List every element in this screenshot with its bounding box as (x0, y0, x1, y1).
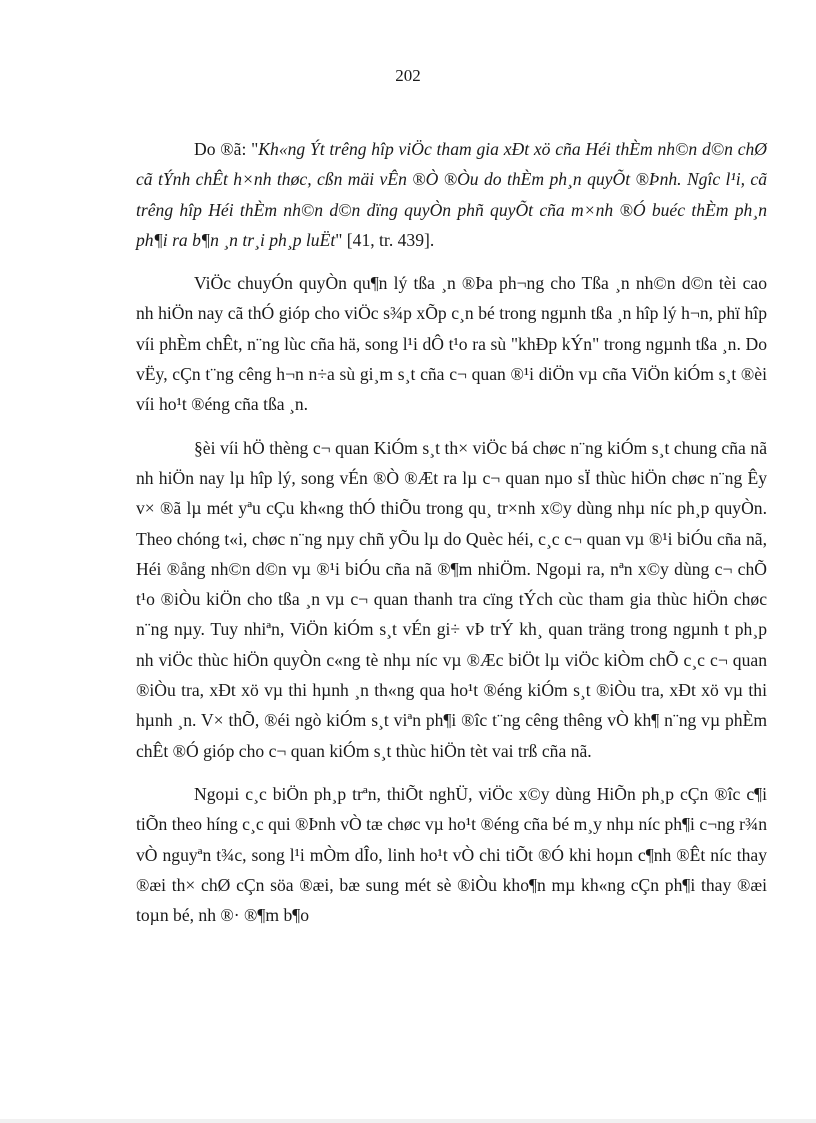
page-bottom-edge (0, 1119, 816, 1123)
page-number: 202 (395, 66, 421, 85)
paragraph-procuracy: §èi víi hÖ thèng c¬ quan KiÓm s¸t th× viÖc bá chøc n¨ng kiÓm s¸t chung cña nã nh hiÖn nay lµ hîp lý, song vÉn ®Ò ®Æt ra lµ c¬ quan nµo sÏ thùc hiÖn chøc n¨ng Êy v× ®ã lµ mét yªu cÇu kh«ng thÓ thiÕu trong qu¸ tr×nh x©y dùng nhµ níc ph¸p quyÒn. Theo chóng t«i, chøc n¨ng nµy chñ yÕu lµ do Quèc héi, c¸c c¬ quan vµ ®¹i biÓu cña nã, Héi ®ång nh©n d©n vµ ®¹i biÓu cña nã ®¶m nhiÖm. Ngoµi ra, nªn x©y dùng c¬ chÕ t¹o ®iÒu kiÖn cho tßa ¸n vµ c¬ quan thanh tra cïng tÝch cùc tham gia thùc hiÖn chøc n¨ng nµy. Tuy nhiªn, ViÖn kiÓm s¸t vÉn gi÷ vÞ trÝ kh¸ quan träng trong ngµnh t ph¸p nh viÖc thùc hiÖn quyÒn c«ng tè nhµ níc vµ ®Æc biÖt lµ viÖc kiÒm chÕ c¸c c¬ quan ®iÒu tra, xÐt xö vµ thi hµnh ¸n th«ng qua ho¹t ®éng kiÓm s¸t ®iÒu tra, xÐt xö vµ thi hµnh ¸n. V× thÕ, ®éi ngò kiÓm s¸t viªn ph¶i ®îc t¨ng cêng thêng vÒ kh¶ n¨ng vµ phÈm chÊt ®Ó gióp cho c¬ quan kiÓm s¸t thùc hiÖn tèt vai trß cña nã. (136, 437, 767, 761)
paragraph-constitution: Ngoµi c¸c biÖn ph¸p trªn, thiÕt nghÜ, viÖc x©y dùng HiÕn ph¸p cÇn ®îc c¶i tiÕn theo híng c¸c qui ®Þnh vÒ tæ chøc vµ ho¹t ®éng cña bé m¸y nhµ níc ph¶i c¬ng r¾n vÒ nguyªn t¾c, song l¹i mÒm dÎo, linh ho¹t vÒ chi tiÕt ®Ó khi hoµn c¶nh ®Êt níc thay ®æi th× chØ cÇn söa ®æi, bæ sung mét sè ®iÒu kho¶n mµ kh«ng cÇn ph¶i thay ®æi toµn bé, nh ®· ®¶m b¶o (136, 783, 767, 926)
quote-lead: Do ®ã: " (194, 139, 259, 159)
paragraph-quote (136, 134, 767, 255)
body-text (136, 134, 767, 943)
paragraph-court-management: ViÖc chuyÓn quyÒn qu¶n lý tßa ¸n ®Þa ph¬ng cho Tßa ¸n nh©n d©n tèi cao nh hiÖn nay cã thÓ gióp cho viÖc s¾p xÕp c¸n bé trong ngµnh tßa ¸n hîp lý h¬n, phï hîp víi phÈm chÊt, n¨ng lùc cña hä, song l¹i dÔ t¹o ra sù "khÐp kÝn" trong ngµnh tßa ¸n. Do vËy, cÇn t¨ng cêng h¬n n÷a sù gi¸m s¸t cña c¬ quan ®¹i diÖn vµ cña ViÖn kiÓm s¸t ®èi víi ho¹t ®éng cña tßa ¸n. (136, 273, 767, 415)
quote-citation: " [41, tr. 439]. (335, 229, 435, 250)
quoted-passage: Kh«ng Ýt trêng hîp viÖc tham gia xÐt xö cña Héi thÈm nh©n d©n chØ cã tÝnh chÊt h×nh thøc, cßn mäi vÊn ®Ò ®Òu do thÈm ph¸n quyÕt ®Þnh. Ngîc l¹i, cã trêng hîp Héi thÈm nh©n d©n dïng quyÒn phñ quyÕt cña m×nh ®Ó buéc thÈm ph¸n ph¶i ra b¶n ¸n tr¸i ph¸p luËt (136, 139, 768, 250)
